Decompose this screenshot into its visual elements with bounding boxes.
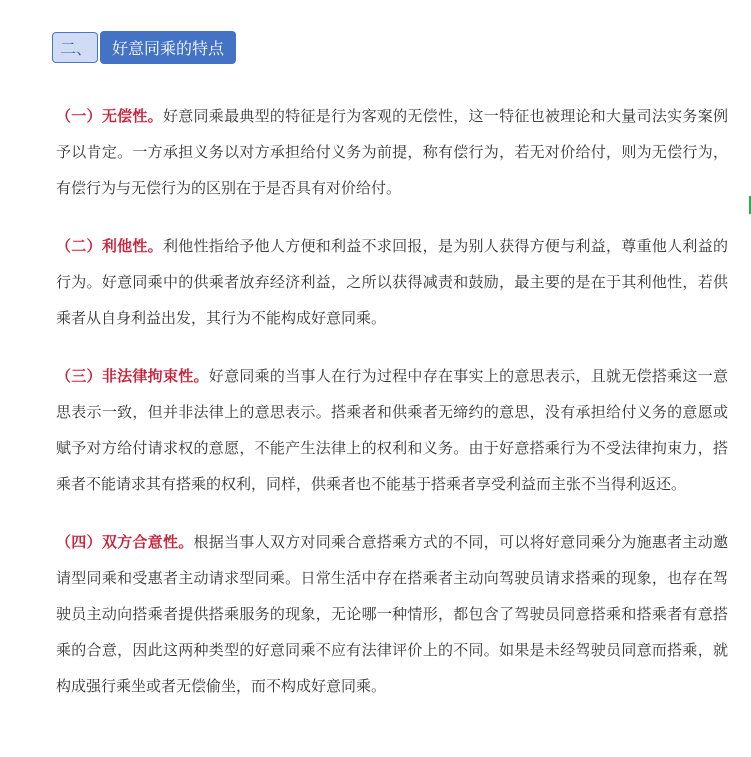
paragraph-heading: （二）利他性。 (56, 237, 163, 255)
paragraph-non-binding (56, 358, 728, 502)
paragraph-heading: （四）双方合意性。 (56, 533, 194, 551)
section-heading (52, 31, 236, 64)
paragraph-altruism (56, 228, 728, 336)
paragraph-body: 好意同乘最典型的特征是行为客观的无偿性，这一特征也被理论和大量司法实务案例予以肯定。一方承担义务以对方承担给付义务为前提，称有偿行为，若无对价给付，则为无偿行为，有偿行为与无偿行为的区别在于是否具有对价给付。 (56, 107, 728, 197)
paragraph-heading: （三）非法律拘束性。 (56, 367, 209, 385)
paragraph-heading: （一）无偿性。 (56, 107, 163, 125)
paragraph-body: 利他性指给予他人方便和利益不求回报，是为别人获得方便与利益，尊重他人利益的行为。好意同乘中的供乘者放弃经济利益，之所以获得减责和鼓励，最主要的是在于其利他性，若供乘者从自身利益出发，其行为不能构成好意同乘。 (56, 237, 728, 327)
paragraph-body: 根据当事人双方对同乘合意搭乘方式的不同，可以将好意同乘分为施惠者主动邀请型同乘和受惠者主动请求型同乘。日常生活中存在搭乘者主动向驾驶员请求搭乘的现象，也存在驾驶员主动向搭乘者提供搭乘服务的现象，无论哪一种情形，都包含了驾驶员同意搭乘和搭乘者有意搭乘的合意，因此这两种类型的好意同乘不应有法律评价上的不同。如果是未经驾驶员同意而搭乘，就构成强行乘坐或者无偿偷坐，而不构成好意同乘。 (56, 533, 728, 695)
section-title: 好意同乘的特点 (100, 31, 236, 64)
section-number: 二、 (52, 32, 98, 63)
article-content (56, 98, 728, 726)
paragraph-uncompensated (56, 98, 728, 206)
paragraph-mutual-consent (56, 524, 728, 704)
paragraph-body: 好意同乘的当事人在行为过程中存在事实上的意思表示，且就无偿搭乘这一意思表示一致，但并非法律上的意思表示。搭乘者和供乘者无缔约的意思，没有承担给付义务的意愿或赋予对方给付请求权的意愿，不能产生法律上的权利和义务。由于好意搭乘行为不受法律拘束力，搭乘者不能请求其有搭乘的权利，同样，供乘者也不能基于搭乘者享受利益而主张不当得利返还。 (56, 367, 728, 493)
